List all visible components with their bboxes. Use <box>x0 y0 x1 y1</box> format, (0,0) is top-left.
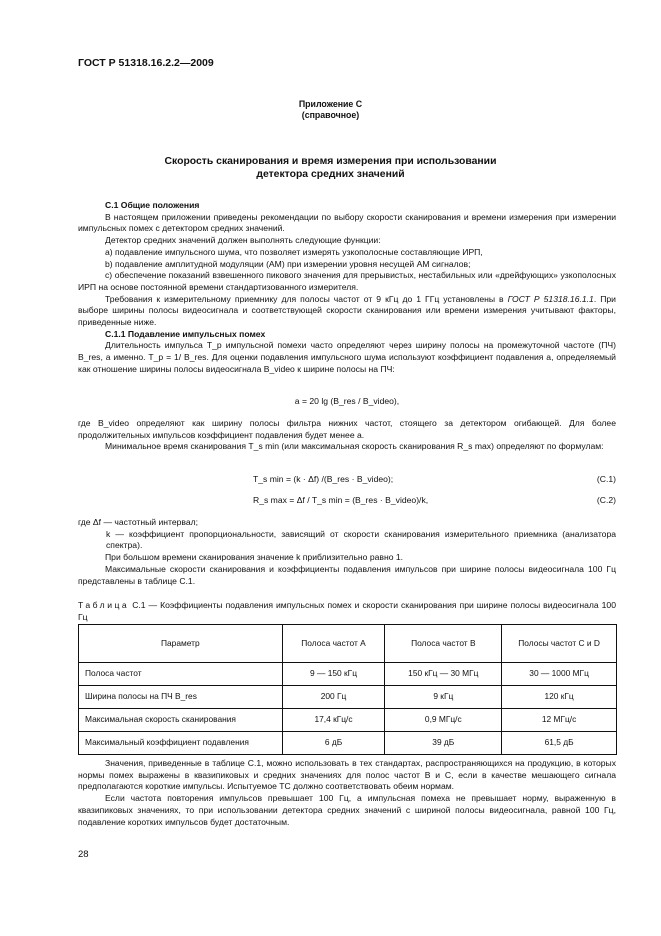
cell: 200 Гц <box>282 686 385 709</box>
section-c11-cont <box>78 418 616 453</box>
formula-text: T_s min = (k · Δf) /(B_res · B_video); <box>253 474 394 484</box>
where-block <box>78 517 616 587</box>
table-c1 <box>78 624 617 755</box>
cell: 39 дБ <box>385 732 502 755</box>
cell: 150 кГц — 30 МГц <box>385 663 502 686</box>
table-header-row <box>79 625 617 663</box>
where-delta-f: где Δf — частотный интервал; <box>78 517 199 527</box>
table-row <box>79 686 617 709</box>
text: Требования к измерительному приемнику для полосы частот от 9 кГц до 1 ГГц установлены в <box>105 293 508 304</box>
caption-text: С.1 — Коэффициенты подавления импульсных помех и скорости сканирования при ширине полосы видеосигнала 100 Гц <box>78 600 616 622</box>
paragraph: В настоящем приложении приведены рекомендации по выбору скорости сканирования и времени измерения при измерении импульсных помех с детектором средних значений. <box>78 211 616 234</box>
list-item: с) обеспечение показаний взвешенного пикового значения для прерывистых, нестабильных или «дрейфующих» узкополосных ИРП на основе постоянной времени стандартизованного измерителя. <box>78 270 616 292</box>
list-item: b) подавление амплитудной модуляции (АМ) при измерении уровня несущей АМ сигналов; <box>105 258 471 269</box>
table-row <box>79 709 617 732</box>
paragraph: Детектор средних значений должен выполнять следующие функции: <box>105 235 381 246</box>
cell: Полоса частот <box>79 663 283 686</box>
cell: 9 кГц <box>385 686 502 709</box>
document-code: ГОСТ Р 51318.16.2.2—2009 <box>78 57 214 69</box>
table-row <box>79 663 617 686</box>
paragraph: Минимальное время сканирования T_s min (или максимальная скорость сканирования R_s max) определяют по формулам: <box>105 441 604 452</box>
subsection-heading: С.1.1 Подавление импульсных помех <box>105 328 266 339</box>
title-line-2: детектора средних значений <box>256 169 405 180</box>
caption-label: Таблица <box>78 600 130 610</box>
appendix-type: (справочное) <box>301 110 360 120</box>
cell: 120 кГц <box>502 686 617 709</box>
paragraph: Максимальные скорости сканирования и коэффициенты подавления импульсов при ширине полосы видеосигнала 100 Гц представлены в таблице С.1. <box>78 563 616 586</box>
cell: 9 — 150 кГц <box>282 663 385 686</box>
where-k: k — коэффициент пропорциональности, зависящий от скорости сканирования измерительного приемника (анализатора спектра). <box>106 528 616 551</box>
formula-c2 <box>78 495 616 507</box>
standard-reference: ГОСТ Р 51318.16.1.1 <box>507 293 594 304</box>
cell: 30 — 1000 МГц <box>502 663 617 686</box>
formula-a: a = 20 lg (B_res / B_video), <box>294 396 400 406</box>
header-cell: Полоса частот А <box>282 625 385 663</box>
appendix-heading <box>60 99 601 121</box>
header-cell: Полосы частот С и D <box>502 625 617 663</box>
formula-c1 <box>78 474 616 486</box>
header-cell: Полоса частот В <box>385 625 502 663</box>
appendix-label: Приложение С <box>298 99 363 109</box>
cell: Максимальная скорость сканирования <box>79 709 283 732</box>
cell: 6 дБ <box>282 732 385 755</box>
appendix-title <box>60 155 601 181</box>
cell: Максимальный коэффициент подавления <box>79 732 283 755</box>
paragraph: где B_video определяют как ширину полосы фильтра нижних частот, стоящего за детектором огибающей. Для более продолжительных импульсов коэффициент подавления будет менее a. <box>78 418 616 440</box>
formula-number: (С.1) <box>596 474 616 484</box>
cell: 61,5 дБ <box>502 732 617 755</box>
title-line-1: Скорость сканирования и время измерения при использовании <box>164 156 497 167</box>
cell: 17,4 кГц/с <box>282 709 385 732</box>
formula-text: R_s max = Δf / T_s min = (B_res · B_video)/k, <box>253 495 429 505</box>
paragraph <box>78 294 616 329</box>
cell: 12 МГц/с <box>502 709 617 732</box>
list-item: а) подавление импульсного шума, что позволяет измерять узкополосные составляющие ИРП, <box>105 246 483 257</box>
formula-number: (С.2) <box>596 495 616 505</box>
paragraph: Длительность импульса T_p импульсной помехи часто определяют через ширину полосы на промежуточной частоте (ПЧ) B_res, а именно. T_p = 1/ B_res. Для оценки подавления импульсного шума используют коэффициент подавления a, определяемый как отношение ширины полосы видеосигнала B_video к ширине полосы на ПЧ: <box>78 340 616 374</box>
page-number: 28 <box>78 849 89 860</box>
text: . При выборе ширины полосы видеосигнала и соответствующей скорости сканирования или времени измерения учитывают факторы, приведенные ниже. <box>78 293 616 328</box>
cell: 0,9 МГц/с <box>385 709 502 732</box>
cell: Ширина полосы на ПЧ B_res <box>79 686 283 709</box>
section-heading: С.1 Общие положения <box>105 200 200 210</box>
paragraph: Если частота повторения импульсов превышает 100 Гц, а импульсная помеха не превышает норму, выраженную в квазипиковых значениях, то при использовании детектора средних значений с шириной полосы видеосигнала, равной 100 Гц, подавление коротких импульсов будет достаточным. <box>78 793 616 827</box>
section-c1 <box>78 200 616 376</box>
closing-paragraphs <box>78 758 616 828</box>
paragraph: Значения, приведенные в таблице С.1, можно использовать в тех стандартах, распространяющихся на продукцию, в которых нормы помех выражены в квазипиковых и средних значениях для полос частот В и С, если в качестве мешающего сигнала предполагаются короткие импульсы. Испытуемое ТС должно соответствовать обеим нормам. <box>78 758 616 792</box>
paragraph: При большом времени сканирования значение k приблизительно равно 1. <box>105 552 404 563</box>
table-caption <box>78 600 616 623</box>
header-cell: Параметр <box>79 625 283 663</box>
table-row <box>79 732 617 755</box>
